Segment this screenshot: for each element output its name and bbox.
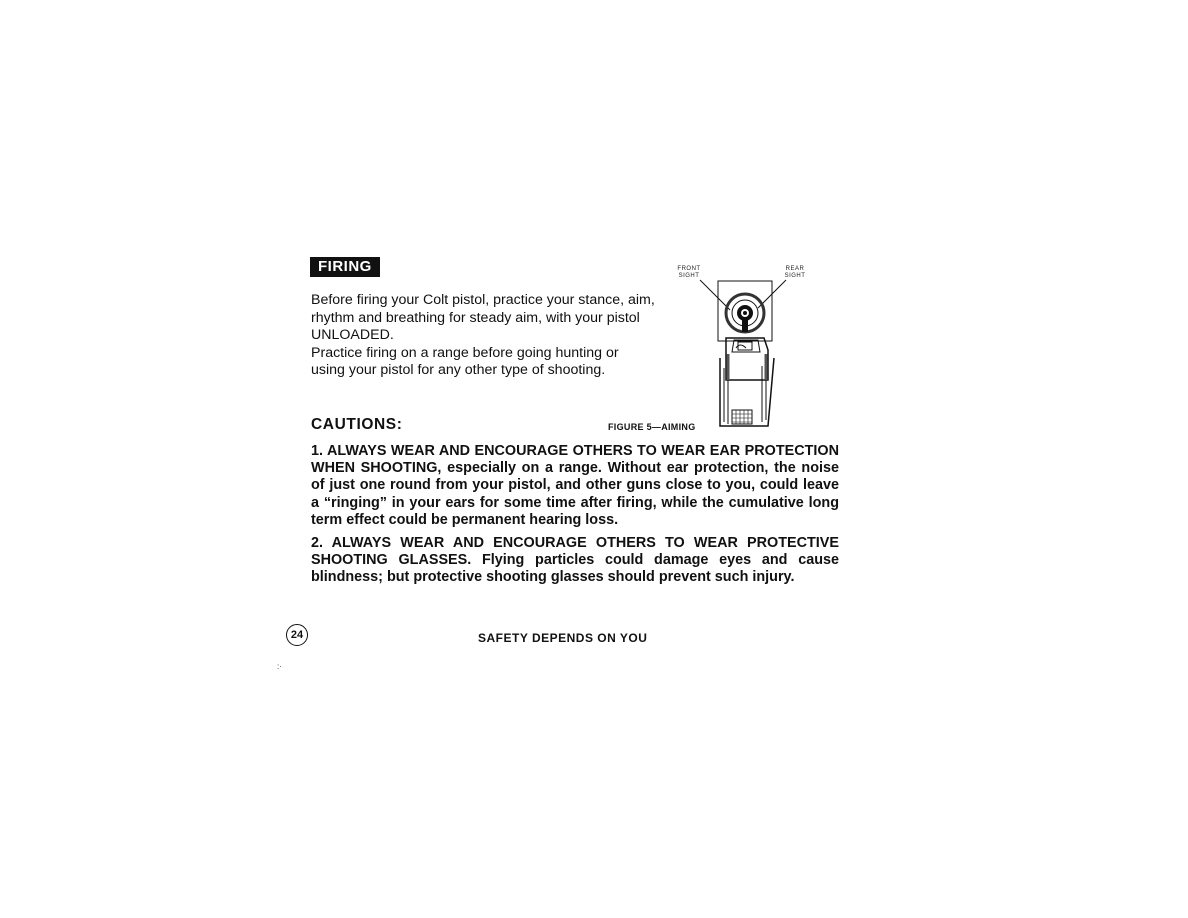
front-sight-label: FRONT SIGHT	[677, 266, 701, 279]
rear-sight-label: REAR SIGHT	[784, 266, 806, 279]
aiming-figure	[668, 258, 828, 440]
pistol-sight-illustration	[668, 258, 828, 440]
section-heading: FIRING	[310, 257, 380, 277]
cautions-list	[311, 443, 839, 593]
page-number: 24	[286, 624, 308, 646]
intro-text	[311, 292, 656, 380]
caution-item: 2. ALWAYS WEAR AND ENCOURAGE OTHERS TO WEAR PROTECTIVE SHOOTING GLASSES. Flying particles could damage eyes and cause blindness; but protective shooting glasses should prevent such injury.	[311, 535, 839, 586]
scan-speck: :·	[277, 662, 282, 671]
figure-caption: FIGURE 5—AIMING	[608, 422, 696, 432]
caution-item: 1. ALWAYS WEAR AND ENCOURAGE OTHERS TO WEAR EAR PROTECTION WHEN SHOOTING, especially on a range. Without ear protection, the noise of just one round from your pistol, and other guns close to you, could leave a “ringing” in your ears for some time after firing, while the cumulative long term effect could be permanent hearing loss.	[311, 443, 839, 528]
intro-paragraph-2: Practice firing on a range before going hunting or using your pistol for any other type of shooting.	[311, 344, 619, 378]
cautions-heading: CAUTIONS:	[311, 416, 403, 433]
intro-paragraph-1: Before firing your Colt pistol, practice your stance, aim, rhythm and breathing for steady aim, with your pistol UNLOADED.	[311, 292, 655, 343]
page-footer: SAFETY DEPENDS ON YOU	[478, 631, 648, 645]
